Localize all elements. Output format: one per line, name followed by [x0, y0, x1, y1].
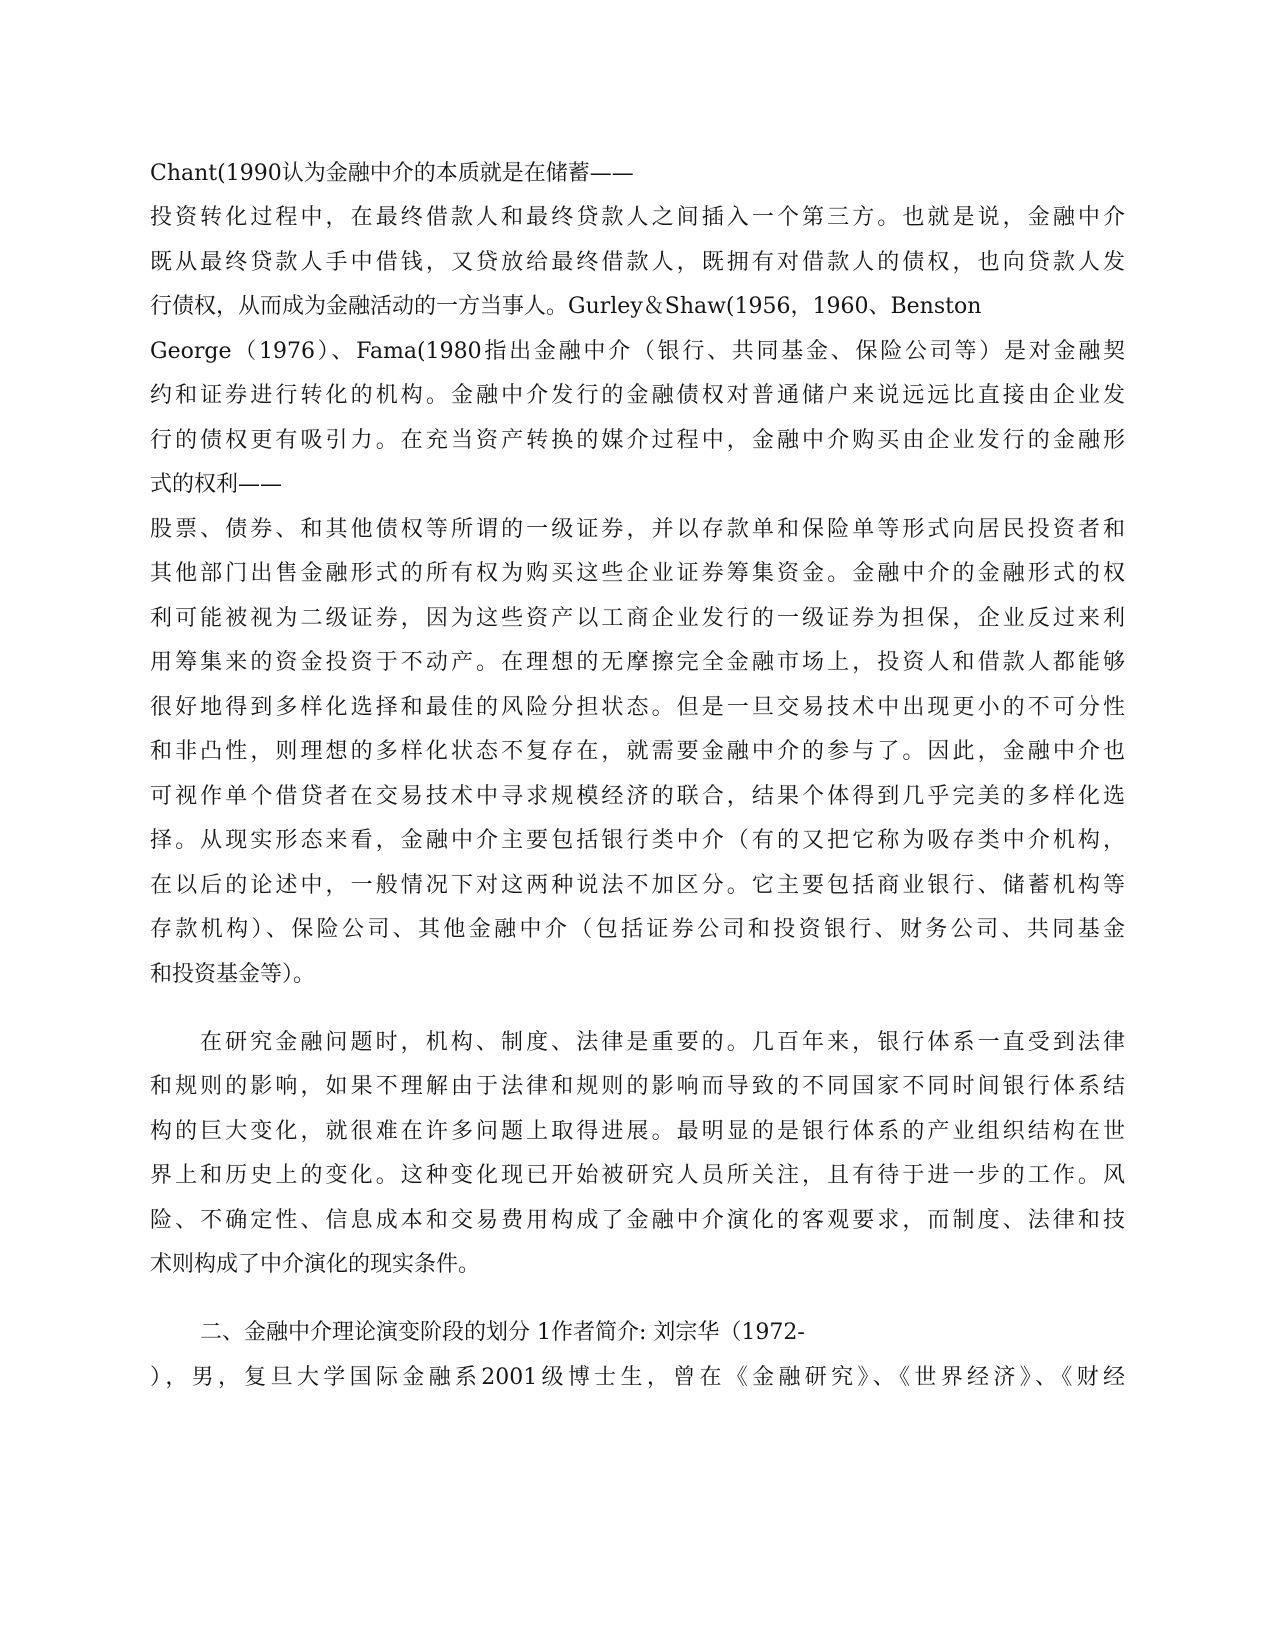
- paragraph-1-line-3: 既从最终贷款人手中借钱，又贷放给最终借款人，既拥有对借款人的债权，也向贷款人发: [150, 250, 1125, 275]
- paragraph-1-line-15: 可视作单个借贷者在交易技术中寻求规模经济的联合，结果个体得到几乎完美的多样化选: [150, 784, 1125, 809]
- paragraph-2-line-1: 在研究金融问题时，机构、制度、法律是重要的。几百年来，银行体系一直受到法律: [200, 1030, 1125, 1055]
- paragraph-1-line-4: 行债权，从而成为金融活动的一方当事人。Gurley＆Shaw(1956，1960、Benston: [150, 294, 982, 319]
- paragraph-1-line-1: Chant(1990认为金融中介的本质就是在储蓄——: [150, 161, 634, 186]
- paragraph-1-line-11: 利可能被视为二级证券，因为这些资产以工商企业发行的一级证券为担保，企业反过来利: [150, 606, 1125, 631]
- paragraph-1-line-8: 式的权利——: [150, 472, 283, 497]
- paragraph-2-line-4: 界上和历史上的变化。这种变化现已开始被研究人员所关注，且有待于进一步的工作。风: [150, 1163, 1125, 1188]
- paragraph-1-line-2: 投资转化过程中，在最终借款人和最终贷款人之间插入一个第三方。也就是说，金融中介: [150, 205, 1125, 230]
- paragraph-2-line-6: 术则构成了中介演化的现实条件。: [150, 1252, 481, 1277]
- paragraph-3-line-1: 二、金融中介理论演变阶段的划分 1作者简介: 刘宗华（1972-: [200, 1320, 805, 1345]
- paragraph-2-line-2: 和规则的影响，如果不理解由于法律和规则的影响而导致的不同国家不同时间银行体系结: [150, 1074, 1125, 1099]
- paragraph-1-line-14: 和非凸性，则理想的多样化状态不复存在，就需要金融中介的参与了。因此，金融中介也: [150, 739, 1125, 764]
- paragraph-1-line-6: 约和证券进行转化的机构。金融中介发行的金融债权对普通储户来说远远比直接由企业发: [150, 383, 1125, 408]
- paragraph-1-line-12: 用筹集来的资金投资于不动产。在理想的无摩擦完全金融市场上，投资人和借款人都能够: [150, 650, 1125, 675]
- paragraph-1-line-5: George（1976）、Fama(1980指出金融中介（银行、共同基金、保险公司等）是对金融契: [150, 339, 1125, 364]
- paragraph-1-line-10: 其他部门出售金融形式的所有权为购买这些企业证券筹集资金。金融中介的金融形式的权: [150, 561, 1125, 586]
- paragraph-2-line-3: 构的巨大变化，就很难在许多问题上取得进展。最明显的是银行体系的产业组织结构在世: [150, 1119, 1125, 1144]
- paragraph-3-line-2: ），男，复旦大学国际金融系2001级博士生，曾在《金融研究》、《世界经济》、《财经: [150, 1365, 1125, 1390]
- paragraph-1-line-19: 和投资基金等）。: [150, 962, 316, 987]
- paragraph-1-line-9: 股票、债券、和其他债权等所谓的一级证券，并以存款单和保险单等形式向居民投资者和: [150, 517, 1125, 542]
- paragraph-2-line-5: 险、不确定性、信息成本和交易费用构成了金融中介演化的客观要求，而制度、法律和技: [150, 1208, 1125, 1233]
- paragraph-1-line-7: 行的债权更有吸引力。在充当资产转换的媒介过程中，金融中介购买由企业发行的金融形: [150, 428, 1125, 453]
- paragraph-1-line-16: 择。从现实形态来看，金融中介主要包括银行类中介（有的又把它称为吸存类中介机构，: [150, 828, 1125, 853]
- paragraph-1-line-13: 很好地得到多样化选择和最佳的风险分担状态。但是一旦交易技术中出现更小的不可分性: [150, 695, 1125, 720]
- paragraph-1-line-17: 在以后的论述中，一般情况下对这两种说法不加区分。它主要包括商业银行、储蓄机构等: [150, 873, 1125, 898]
- paragraph-1-line-18: 存款机构）、保险公司、其他金融中介（包括证券公司和投资银行、财务公司、共同基金: [150, 917, 1125, 942]
